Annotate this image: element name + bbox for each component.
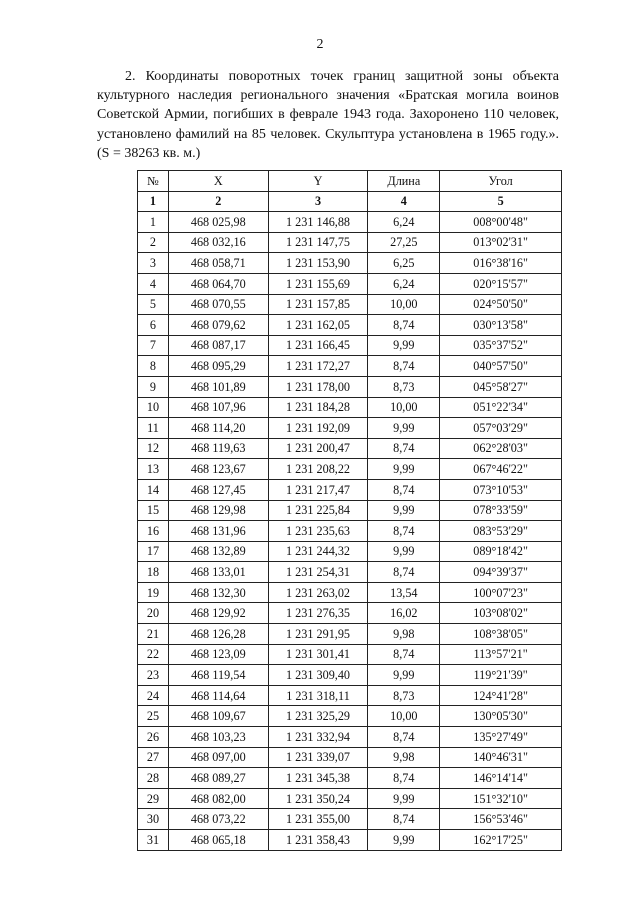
- table-header-row: [138, 171, 562, 192]
- cell-angle: 045°58'27": [440, 376, 562, 397]
- cell-y: 1 231 184,28: [268, 397, 368, 418]
- cell-y: 1 231 332,94: [268, 727, 368, 748]
- table-row: [138, 685, 562, 706]
- cell-x: 468 107,96: [168, 397, 268, 418]
- cell-x: 468 097,00: [168, 747, 268, 768]
- cell-x: 468 032,16: [168, 232, 268, 253]
- table-row: [138, 459, 562, 480]
- cell-number: 3: [138, 253, 169, 274]
- cell-y: 1 231 309,40: [268, 665, 368, 686]
- cell-x: 468 064,70: [168, 273, 268, 294]
- cell-number: 30: [138, 809, 169, 830]
- cell-y: 1 231 172,27: [268, 356, 368, 377]
- table-row: [138, 768, 562, 789]
- cell-angle: 062°28'03": [440, 438, 562, 459]
- table-row: [138, 335, 562, 356]
- cell-length: 8,73: [368, 685, 440, 706]
- header-y: Y: [268, 171, 368, 192]
- table-row: [138, 438, 562, 459]
- cell-length: 10,00: [368, 294, 440, 315]
- cell-y: 1 231 254,31: [268, 562, 368, 583]
- cell-y: 1 231 146,88: [268, 212, 368, 233]
- cell-angle: 073°10'53": [440, 479, 562, 500]
- cell-x: 468 089,27: [168, 768, 268, 789]
- cell-length: 8,74: [368, 768, 440, 789]
- cell-x: 468 065,18: [168, 830, 268, 851]
- cell-length: 8,74: [368, 562, 440, 583]
- cell-length: 13,54: [368, 582, 440, 603]
- cell-x: 468 073,22: [168, 809, 268, 830]
- cell-angle: 113°57'21": [440, 644, 562, 665]
- cell-angle: 089°18'42": [440, 541, 562, 562]
- cell-x: 468 129,98: [168, 500, 268, 521]
- cell-number: 4: [138, 273, 169, 294]
- table-row: [138, 665, 562, 686]
- cell-length: 9,99: [368, 830, 440, 851]
- cell-x: 468 127,45: [168, 479, 268, 500]
- header-x: X: [168, 171, 268, 192]
- table-row: [138, 809, 562, 830]
- table-row: [138, 479, 562, 500]
- cell-x: 468 123,09: [168, 644, 268, 665]
- cell-x: 468 079,62: [168, 315, 268, 336]
- cell-angle: 057°03'29": [440, 418, 562, 439]
- cell-y: 1 231 192,09: [268, 418, 368, 439]
- cell-length: 8,74: [368, 727, 440, 748]
- cell-angle: 162°17'25": [440, 830, 562, 851]
- cell-number: 11: [138, 418, 169, 439]
- cell-number: 13: [138, 459, 169, 480]
- cell-number: 5: [138, 294, 169, 315]
- cell-y: 1 231 155,69: [268, 273, 368, 294]
- cell-length: 8,74: [368, 315, 440, 336]
- cell-length: 6,25: [368, 253, 440, 274]
- table-row: [138, 624, 562, 645]
- cell-length: 16,02: [368, 603, 440, 624]
- header-angle: Угол: [440, 171, 562, 192]
- column-number: 2: [168, 191, 268, 212]
- cell-x: 468 119,54: [168, 665, 268, 686]
- table-row: [138, 603, 562, 624]
- table-row: [138, 212, 562, 233]
- cell-length: 8,74: [368, 356, 440, 377]
- cell-number: 15: [138, 500, 169, 521]
- table-row: [138, 830, 562, 851]
- intro-text: 2. Координаты поворотных точек границ защитной зоны объекта культурного наследия регионального значения «Братская могила воинов Советской Армии, погибших в феврале 1943 года. Захоронено 110 человек, установлено фамилий на 85 человек. Скульптура установлена в 1965 году.». (S = 38263 кв. м.): [97, 69, 559, 161]
- cell-length: 27,25: [368, 232, 440, 253]
- cell-number: 24: [138, 685, 169, 706]
- cell-y: 1 231 200,47: [268, 438, 368, 459]
- table-row: [138, 500, 562, 521]
- column-number: 5: [440, 191, 562, 212]
- table-row: [138, 706, 562, 727]
- cell-y: 1 231 325,29: [268, 706, 368, 727]
- cell-angle: 094°39'37": [440, 562, 562, 583]
- cell-x: 468 129,92: [168, 603, 268, 624]
- cell-y: 1 231 263,02: [268, 582, 368, 603]
- coordinates-table: [137, 170, 562, 851]
- cell-angle: 020°15'57": [440, 273, 562, 294]
- cell-number: 19: [138, 582, 169, 603]
- cell-angle: 078°33'59": [440, 500, 562, 521]
- cell-angle: 146°14'14": [440, 768, 562, 789]
- cell-length: 9,99: [368, 541, 440, 562]
- cell-angle: 030°13'58": [440, 315, 562, 336]
- header-length: Длина: [368, 171, 440, 192]
- cell-number: 8: [138, 356, 169, 377]
- cell-x: 468 126,28: [168, 624, 268, 645]
- table-row: [138, 788, 562, 809]
- cell-y: 1 231 178,00: [268, 376, 368, 397]
- cell-number: 1: [138, 212, 169, 233]
- cell-angle: 151°32'10": [440, 788, 562, 809]
- cell-length: 6,24: [368, 273, 440, 294]
- table-row: [138, 294, 562, 315]
- cell-number: 31: [138, 830, 169, 851]
- cell-angle: 016°38'16": [440, 253, 562, 274]
- table-row: [138, 521, 562, 542]
- cell-y: 1 231 147,75: [268, 232, 368, 253]
- cell-length: 9,99: [368, 335, 440, 356]
- table-row: [138, 582, 562, 603]
- cell-angle: 124°41'28": [440, 685, 562, 706]
- cell-length: 9,99: [368, 418, 440, 439]
- table-body: [138, 212, 562, 850]
- cell-angle: 140°46'31": [440, 747, 562, 768]
- cell-length: 8,73: [368, 376, 440, 397]
- cell-angle: 103°08'02": [440, 603, 562, 624]
- column-number: 1: [138, 191, 169, 212]
- cell-angle: 130°05'30": [440, 706, 562, 727]
- cell-length: 9,98: [368, 624, 440, 645]
- cell-x: 468 103,23: [168, 727, 268, 748]
- cell-angle: 051°22'34": [440, 397, 562, 418]
- cell-y: 1 231 318,11: [268, 685, 368, 706]
- table-row: [138, 727, 562, 748]
- cell-x: 468 132,89: [168, 541, 268, 562]
- cell-x: 468 119,63: [168, 438, 268, 459]
- cell-number: 28: [138, 768, 169, 789]
- cell-x: 468 058,71: [168, 253, 268, 274]
- cell-length: 9,98: [368, 747, 440, 768]
- cell-number: 12: [138, 438, 169, 459]
- cell-x: 468 109,67: [168, 706, 268, 727]
- cell-number: 27: [138, 747, 169, 768]
- cell-length: 10,00: [368, 706, 440, 727]
- cell-length: 9,99: [368, 665, 440, 686]
- cell-y: 1 231 153,90: [268, 253, 368, 274]
- table-row: [138, 356, 562, 377]
- cell-number: 21: [138, 624, 169, 645]
- cell-y: 1 231 244,32: [268, 541, 368, 562]
- intro-paragraph: [97, 67, 559, 163]
- cell-length: 8,74: [368, 479, 440, 500]
- cell-length: 9,99: [368, 500, 440, 521]
- cell-x: 468 070,55: [168, 294, 268, 315]
- cell-number: 14: [138, 479, 169, 500]
- cell-angle: 013°02'31": [440, 232, 562, 253]
- cell-angle: 008°00'48": [440, 212, 562, 233]
- cell-x: 468 131,96: [168, 521, 268, 542]
- table-row: [138, 644, 562, 665]
- table-row: [138, 273, 562, 294]
- cell-number: 6: [138, 315, 169, 336]
- cell-number: 9: [138, 376, 169, 397]
- cell-y: 1 231 157,85: [268, 294, 368, 315]
- cell-y: 1 231 301,41: [268, 644, 368, 665]
- cell-y: 1 231 276,35: [268, 603, 368, 624]
- cell-number: 20: [138, 603, 169, 624]
- cell-y: 1 231 339,07: [268, 747, 368, 768]
- cell-number: 25: [138, 706, 169, 727]
- cell-angle: 067°46'22": [440, 459, 562, 480]
- cell-number: 22: [138, 644, 169, 665]
- table-row: [138, 747, 562, 768]
- cell-number: 2: [138, 232, 169, 253]
- cell-x: 468 025,98: [168, 212, 268, 233]
- cell-x: 468 087,17: [168, 335, 268, 356]
- cell-x: 468 114,20: [168, 418, 268, 439]
- table-row: [138, 397, 562, 418]
- cell-y: 1 231 225,84: [268, 500, 368, 521]
- cell-y: 1 231 355,00: [268, 809, 368, 830]
- table-row: [138, 418, 562, 439]
- cell-angle: 135°27'49": [440, 727, 562, 748]
- table-row: [138, 541, 562, 562]
- cell-number: 17: [138, 541, 169, 562]
- cell-length: 9,99: [368, 459, 440, 480]
- cell-length: 10,00: [368, 397, 440, 418]
- cell-x: 468 123,67: [168, 459, 268, 480]
- table-row: [138, 253, 562, 274]
- cell-number: 29: [138, 788, 169, 809]
- cell-angle: 119°21'39": [440, 665, 562, 686]
- cell-number: 26: [138, 727, 169, 748]
- cell-y: 1 231 217,47: [268, 479, 368, 500]
- table-row: [138, 376, 562, 397]
- cell-length: 8,74: [368, 809, 440, 830]
- cell-angle: 024°50'50": [440, 294, 562, 315]
- table-row: [138, 232, 562, 253]
- cell-y: 1 231 208,22: [268, 459, 368, 480]
- cell-length: 8,74: [368, 521, 440, 542]
- table-row: [138, 315, 562, 336]
- cell-y: 1 231 291,95: [268, 624, 368, 645]
- cell-angle: 100°07'23": [440, 582, 562, 603]
- cell-number: 7: [138, 335, 169, 356]
- cell-x: 468 133,01: [168, 562, 268, 583]
- column-number: 4: [368, 191, 440, 212]
- cell-y: 1 231 162,05: [268, 315, 368, 336]
- cell-y: 1 231 166,45: [268, 335, 368, 356]
- cell-angle: 156°53'46": [440, 809, 562, 830]
- cell-number: 18: [138, 562, 169, 583]
- header-number: №: [138, 171, 169, 192]
- cell-x: 468 114,64: [168, 685, 268, 706]
- cell-angle: 040°57'50": [440, 356, 562, 377]
- cell-x: 468 082,00: [168, 788, 268, 809]
- cell-y: 1 231 350,24: [268, 788, 368, 809]
- cell-angle: 035°37'52": [440, 335, 562, 356]
- cell-length: 9,99: [368, 788, 440, 809]
- cell-number: 10: [138, 397, 169, 418]
- cell-y: 1 231 345,38: [268, 768, 368, 789]
- cell-angle: 108°38'05": [440, 624, 562, 645]
- cell-angle: 083°53'29": [440, 521, 562, 542]
- cell-x: 468 101,89: [168, 376, 268, 397]
- cell-y: 1 231 235,63: [268, 521, 368, 542]
- column-number-row: [138, 191, 562, 212]
- cell-x: 468 095,29: [168, 356, 268, 377]
- page-number: 2: [316, 37, 324, 52]
- cell-length: 6,24: [368, 212, 440, 233]
- cell-y: 1 231 358,43: [268, 830, 368, 851]
- cell-number: 23: [138, 665, 169, 686]
- column-number: 3: [268, 191, 368, 212]
- table-row: [138, 562, 562, 583]
- cell-length: 8,74: [368, 644, 440, 665]
- cell-length: 8,74: [368, 438, 440, 459]
- cell-x: 468 132,30: [168, 582, 268, 603]
- cell-number: 16: [138, 521, 169, 542]
